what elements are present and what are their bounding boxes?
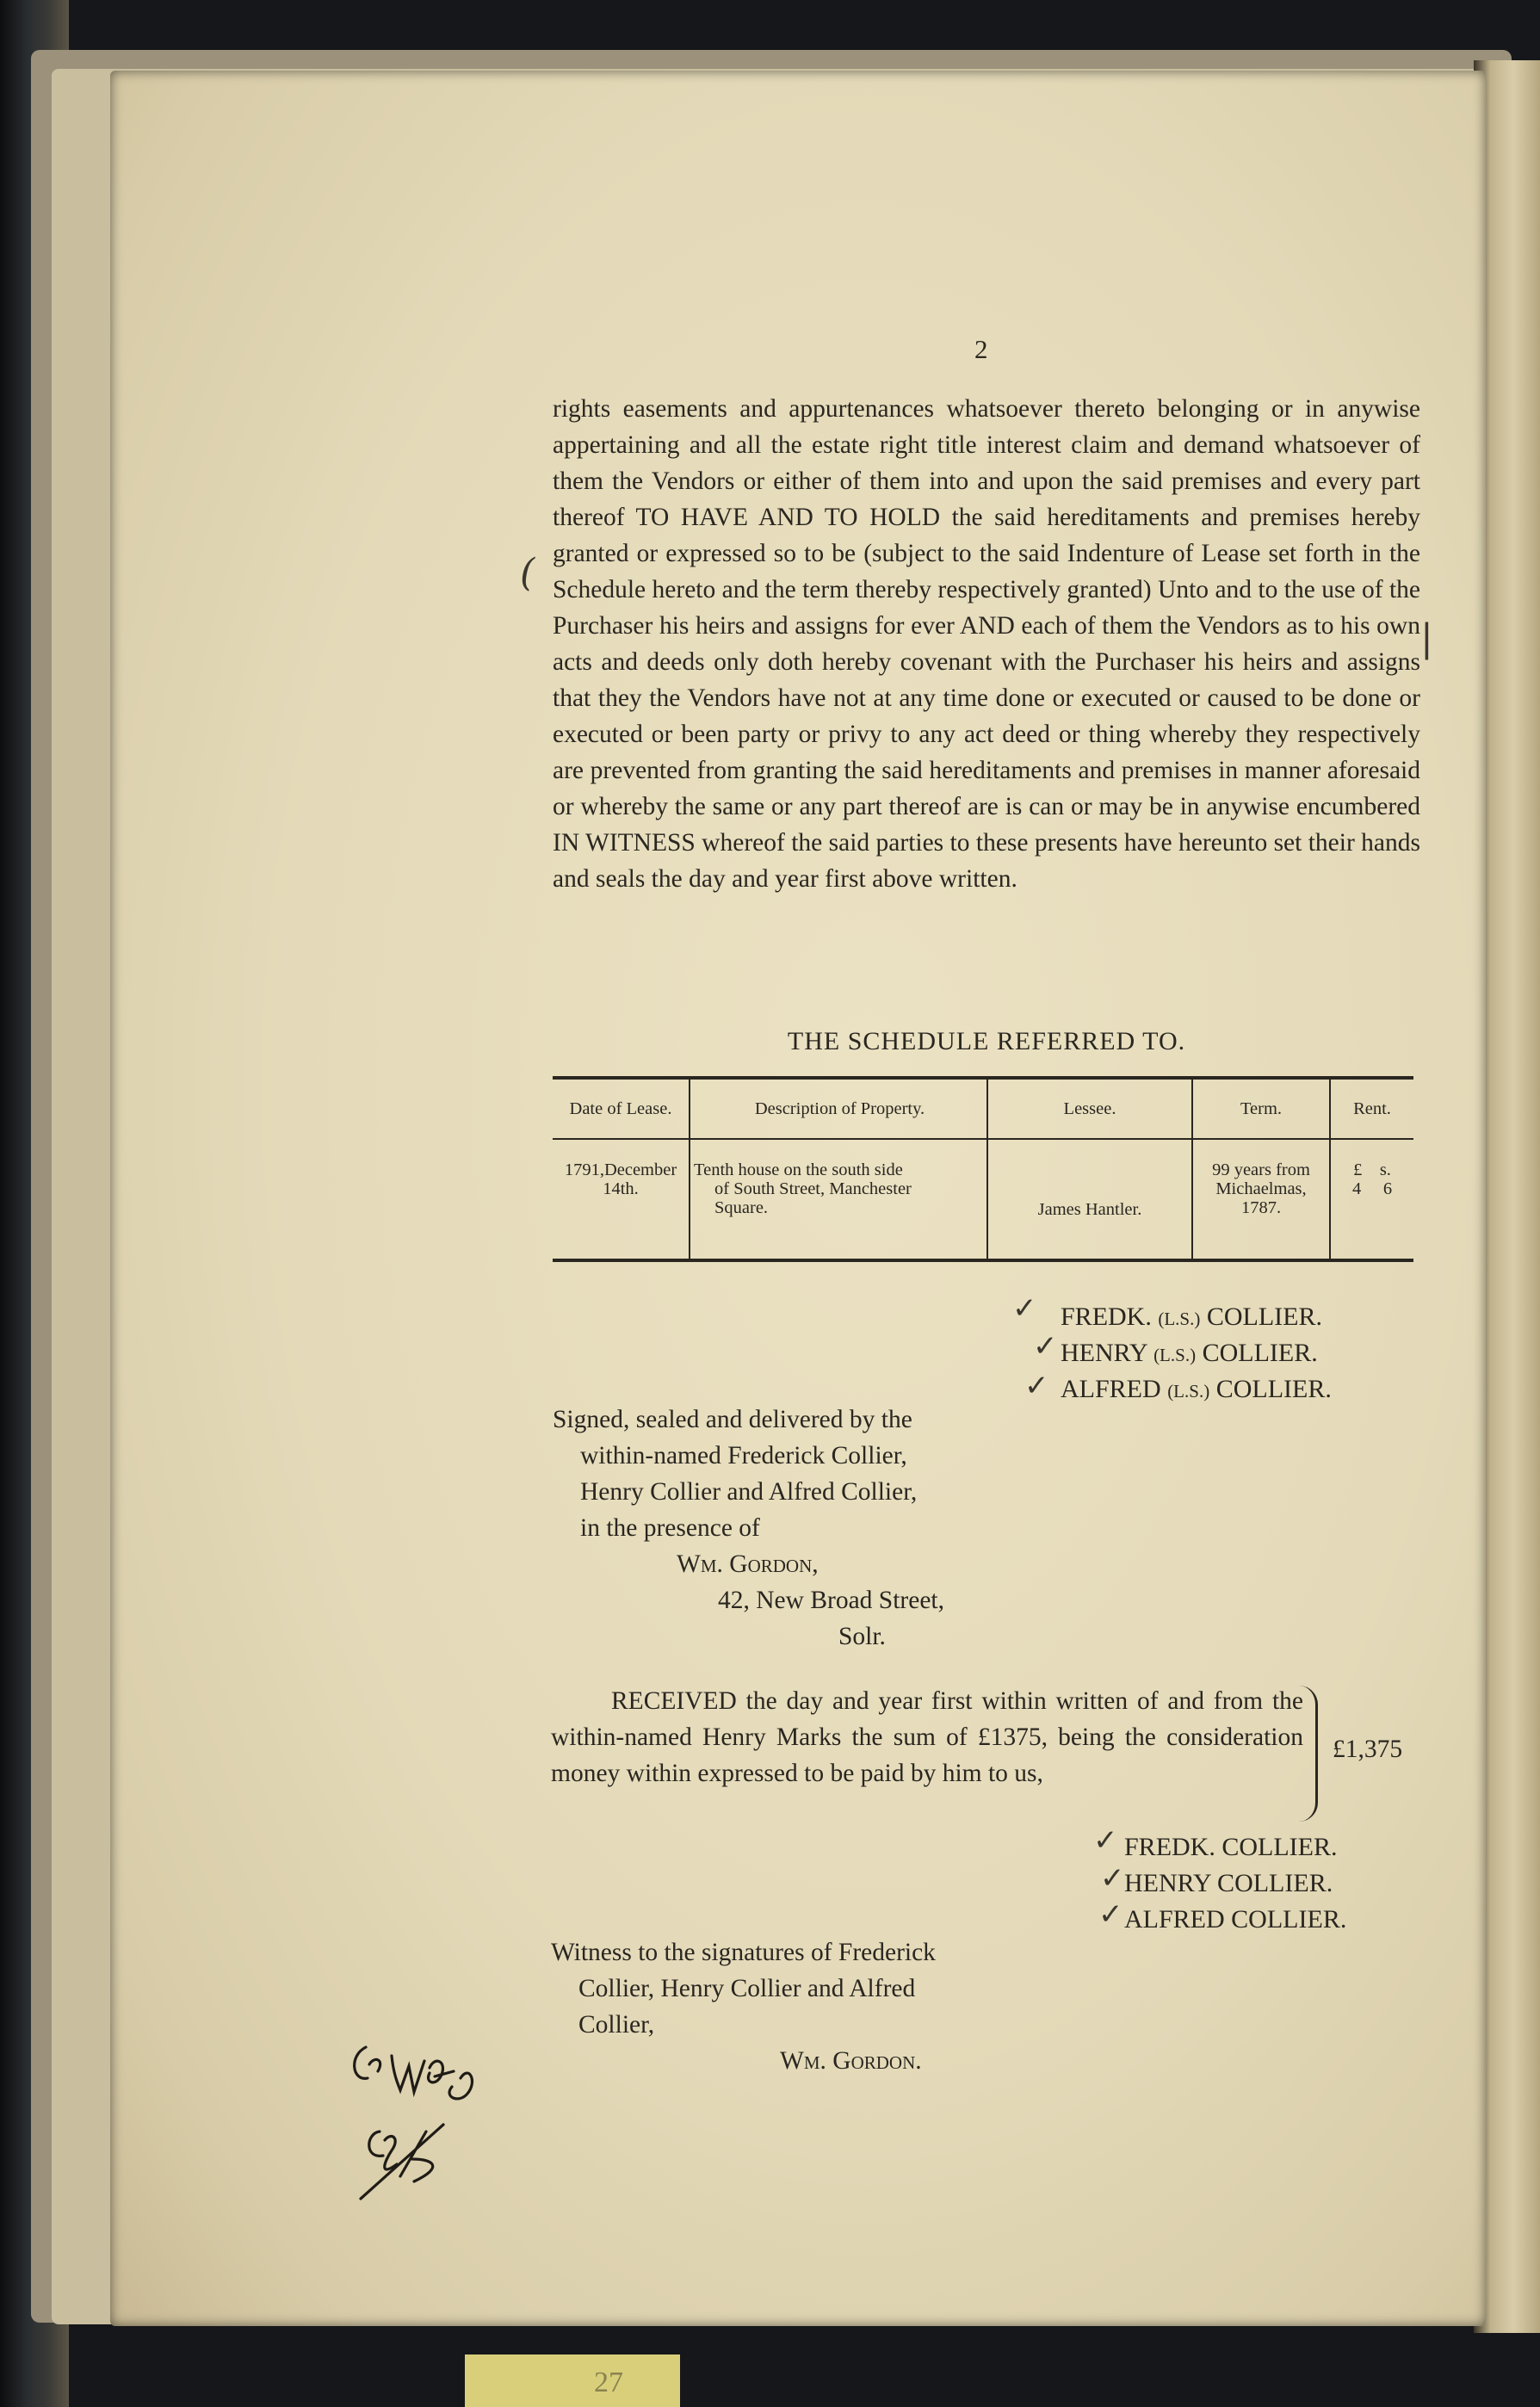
header-date: Date of Lease. bbox=[553, 1078, 690, 1139]
receipt-signatory-fredk: FREDK. COLLIER. bbox=[1124, 1833, 1338, 1861]
cell-term bbox=[1192, 1139, 1330, 1260]
cell-lessee: James Hantler. bbox=[987, 1139, 1192, 1260]
signatory-fredk bbox=[1061, 1298, 1322, 1338]
signatory-last: COLLIER. bbox=[1215, 1375, 1332, 1403]
signatory-first: HENRY bbox=[1061, 1339, 1147, 1367]
receipt-witness-clause bbox=[551, 1934, 936, 2079]
attestation-clause bbox=[553, 1402, 944, 1655]
rent-shillings: 6 bbox=[1382, 1179, 1393, 1198]
receipt-brace bbox=[1298, 1686, 1318, 1822]
cell-description bbox=[690, 1139, 987, 1260]
witness-address: 42, New Broad Street, bbox=[718, 1587, 944, 1614]
tick-mark: ✓ bbox=[1012, 1291, 1037, 1326]
deed-body-text: rights easements and appurtenances whatsoever thereto belonging or in anywise appertaining and all the estate right title interest claim and demand whatsoever of them the Vendors or either of them into and upon the said premises and every part thereof TO HAVE AND TO HOLD the said hereditaments and premises hereby granted or expressed so to be (subject to the said Indenture of Lease set forth in the Schedule hereto and the term thereby respectively granted) Unto and to the use of the Purchaser his heirs and assigns for ever AND each of them the Vendors as to his own acts and deeds only doth hereby covenant with the Purchaser his heirs and assigns that they the Vendors have not at any time done or executed or caused to be done or executed or been party or privy to any act deed or thing whereby they respectively are prevented from granting the said hereditaments and premises in manner aforesaid or whereby the same or any part thereof are is can or may be in anywise encumbered IN WITNESS whereof the said parties to these presents have hereunto set their hands and seals the day and year first above written. bbox=[553, 395, 1420, 893]
signatory-last: COLLIER. bbox=[1206, 1303, 1323, 1331]
tick-mark: ✓ bbox=[1093, 1823, 1118, 1858]
witness-line: Collier, bbox=[578, 2011, 655, 2039]
rent-pounds: 4 bbox=[1351, 1179, 1362, 1198]
schedule-title: THE SCHEDULE REFERRED TO. bbox=[787, 1027, 1186, 1055]
description-line: Square. bbox=[714, 1198, 769, 1217]
signatory-last: COLLIER. bbox=[1202, 1339, 1318, 1367]
term-line: 1787. bbox=[1240, 1198, 1282, 1217]
handwritten-annotation-icon bbox=[340, 2030, 538, 2202]
description-line: of South Street, Manchester bbox=[714, 1179, 912, 1198]
tick-mark: ✓ bbox=[1100, 1861, 1125, 1896]
attestation-line: Henry Collier and Alfred Collier, bbox=[580, 1478, 918, 1506]
tick-mark: ✓ bbox=[1024, 1369, 1049, 1403]
tick-mark: ✓ bbox=[1098, 1897, 1123, 1932]
seal-mark: (L.S.) bbox=[1153, 1345, 1197, 1365]
tick-mark: ✓ bbox=[1033, 1329, 1058, 1364]
cell-rent bbox=[1330, 1139, 1413, 1260]
index-tab-text: 27 bbox=[594, 2367, 623, 2398]
witness-name: Wm. Gordon. bbox=[780, 2047, 922, 2075]
attestation-line: in the presence of bbox=[580, 1514, 760, 1542]
header-term: Term. bbox=[1192, 1078, 1330, 1139]
rent-units bbox=[1333, 1160, 1412, 1179]
witness-line: Collier, Henry Collier and Alfred bbox=[578, 1975, 916, 2002]
header-lessee: Lessee. bbox=[987, 1078, 1192, 1139]
attestation-line: within-named Frederick Collier, bbox=[580, 1442, 907, 1470]
signatory-alfred bbox=[1061, 1371, 1332, 1410]
seal-mark: (L.S.) bbox=[1167, 1381, 1210, 1402]
schedule-table bbox=[553, 1076, 1413, 1262]
witness-line: Witness to the signatures of Frederick bbox=[551, 1939, 936, 1966]
seal-mark: (L.S.) bbox=[1158, 1309, 1201, 1329]
schedule-header-row bbox=[553, 1078, 1413, 1139]
witness-title: Solr. bbox=[838, 1623, 886, 1650]
rent-shillings-unit: s. bbox=[1379, 1160, 1391, 1179]
date-line: 14th. bbox=[603, 1179, 639, 1198]
margin-pencil-mark: ( bbox=[520, 551, 535, 595]
witness-name: Wm. Gordon, bbox=[677, 1550, 819, 1578]
description-line: Tenth house on the south side bbox=[694, 1160, 903, 1179]
term-line: 99 years from bbox=[1212, 1160, 1310, 1179]
receipt-signatory-alfred: ALFRED COLLIER. bbox=[1124, 1905, 1347, 1934]
bottom-index-tab bbox=[465, 2354, 680, 2407]
signatory-henry bbox=[1061, 1334, 1318, 1374]
signatory-first: ALFRED bbox=[1061, 1375, 1161, 1403]
receipt-amount: £1,375 bbox=[1333, 1736, 1403, 1763]
term-line: Michaelmas, bbox=[1215, 1179, 1307, 1198]
receipt-clause: RECEIVED the day and year first within written of and from the within-named Henry Marks the sum of £1375, being the consideration money within expressed to be paid by him to us, bbox=[551, 1687, 1303, 1787]
receipt-signatory-henry: HENRY COLLIER. bbox=[1124, 1869, 1333, 1897]
rent-pounds-unit: £ bbox=[1353, 1160, 1363, 1179]
header-rent: Rent. bbox=[1330, 1078, 1413, 1139]
margin-pencil-mark-right: | bbox=[1420, 616, 1433, 660]
header-description: Description of Property. bbox=[690, 1078, 987, 1139]
table-row bbox=[553, 1139, 1413, 1260]
date-line: 1791,December bbox=[564, 1160, 677, 1179]
attestation-line: Signed, sealed and delivered by the bbox=[553, 1406, 912, 1433]
cell-date bbox=[553, 1139, 690, 1260]
rent-values bbox=[1333, 1179, 1412, 1198]
page-number: 2 bbox=[974, 334, 988, 364]
signatory-first: FREDK. bbox=[1061, 1303, 1152, 1331]
